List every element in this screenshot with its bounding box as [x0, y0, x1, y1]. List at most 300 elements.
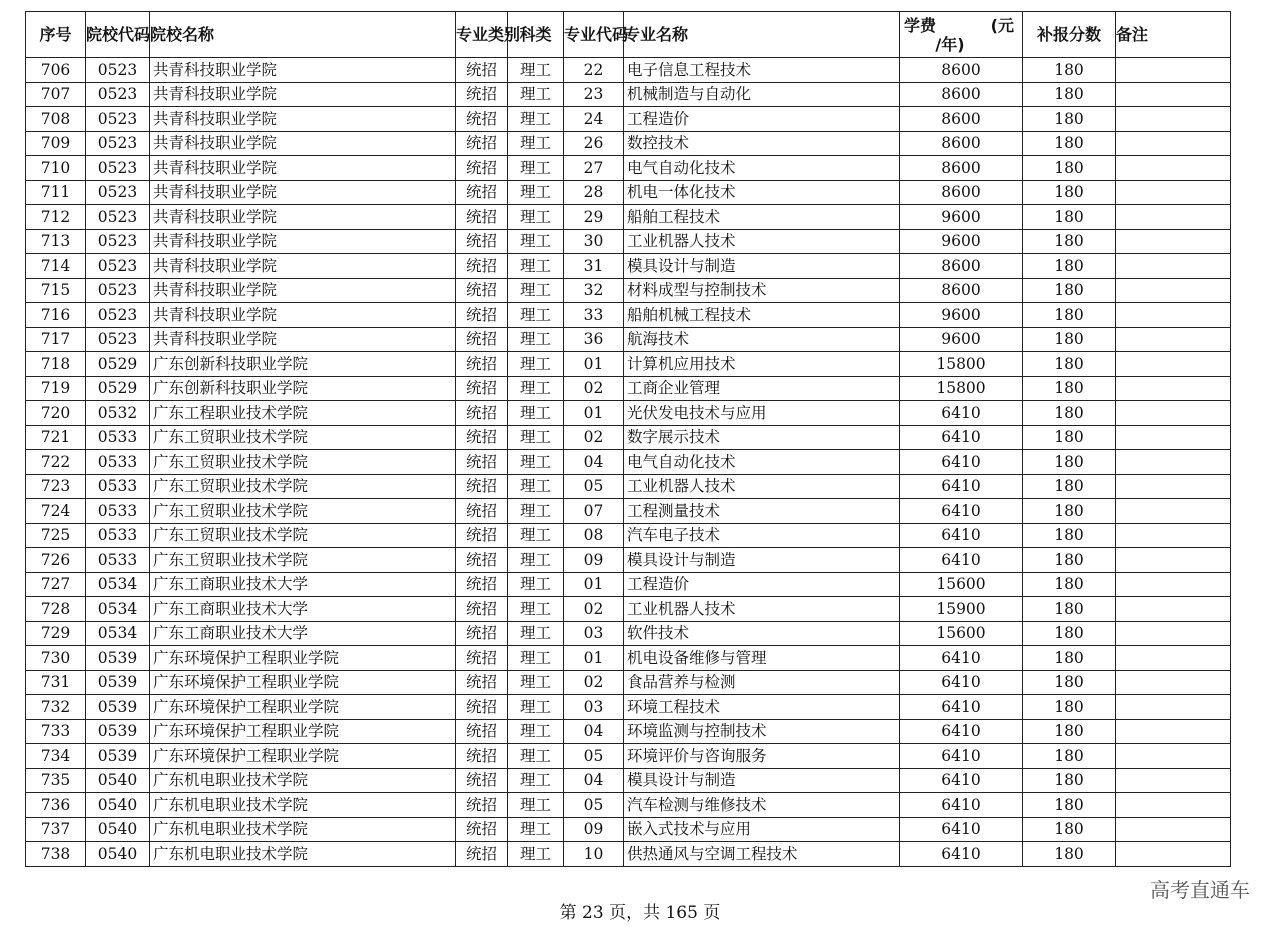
table-row: [26, 744, 1231, 769]
table-body: [26, 58, 1231, 867]
cell-major-name: 船舶机械工程技术: [624, 303, 900, 328]
cell-major-type: 统招: [456, 180, 508, 205]
cell-school-name: 共青科技职业学院: [150, 131, 456, 156]
cell-remark: [1116, 695, 1231, 720]
cell-school-name: 共青科技职业学院: [150, 303, 456, 328]
cell-fee: 6410: [900, 793, 1023, 818]
cell-major-type: 统招: [456, 719, 508, 744]
cell-seq: 706: [26, 58, 86, 83]
cell-major-name: 材料成型与控制技术: [624, 278, 900, 303]
cell-fee: 6410: [900, 719, 1023, 744]
cell-fee: 6410: [900, 817, 1023, 842]
cell-school-code: 0523: [86, 254, 150, 279]
table-row: [26, 817, 1231, 842]
cell-subject: 理工: [508, 58, 564, 83]
cell-seq: 713: [26, 229, 86, 254]
cell-fee: 9600: [900, 229, 1023, 254]
cell-major-type: 统招: [456, 646, 508, 671]
cell-fee: 6410: [900, 401, 1023, 426]
cell-major-name: 环境监测与控制技术: [624, 719, 900, 744]
cell-seq: 717: [26, 327, 86, 352]
cell-seq: 735: [26, 768, 86, 793]
cell-major-code: 01: [564, 352, 624, 377]
cell-seq: 719: [26, 376, 86, 401]
cell-fee: 6410: [900, 768, 1023, 793]
cell-score: 180: [1023, 303, 1116, 328]
cell-subject: 理工: [508, 156, 564, 181]
cell-major-code: 05: [564, 793, 624, 818]
cell-seq: 736: [26, 793, 86, 818]
cell-major-type: 统招: [456, 621, 508, 646]
header-fee: [900, 12, 1023, 58]
cell-major-name: 工程造价: [624, 572, 900, 597]
cell-remark: [1116, 156, 1231, 181]
cell-school-code: 0532: [86, 401, 150, 426]
cell-remark: [1116, 744, 1231, 769]
cell-fee: 8600: [900, 278, 1023, 303]
cell-school-code: 0540: [86, 842, 150, 867]
cell-seq: 731: [26, 670, 86, 695]
cell-remark: [1116, 352, 1231, 377]
cell-major-code: 02: [564, 425, 624, 450]
cell-school-code: 0523: [86, 58, 150, 83]
cell-score: 180: [1023, 401, 1116, 426]
cell-school-code: 0534: [86, 572, 150, 597]
table-row: [26, 842, 1231, 867]
cell-school-name: 共青科技职业学院: [150, 82, 456, 107]
cell-fee: 15900: [900, 597, 1023, 622]
cell-subject: 理工: [508, 768, 564, 793]
cell-fee: 8600: [900, 180, 1023, 205]
cell-subject: 理工: [508, 254, 564, 279]
cell-score: 180: [1023, 572, 1116, 597]
cell-major-code: 10: [564, 842, 624, 867]
cell-subject: 理工: [508, 180, 564, 205]
cell-seq: 718: [26, 352, 86, 377]
cell-subject: 理工: [508, 327, 564, 352]
cell-fee: 6410: [900, 450, 1023, 475]
cell-school-name: 广东环境保护工程职业学院: [150, 646, 456, 671]
cell-major-code: 03: [564, 695, 624, 720]
cell-seq: 734: [26, 744, 86, 769]
header-fee-unit-close: /年): [935, 34, 965, 54]
cell-major-name: 汽车电子技术: [624, 523, 900, 548]
table-row: [26, 597, 1231, 622]
table-row: [26, 156, 1231, 181]
header-subject: 科类: [508, 12, 564, 58]
cell-school-code: 0523: [86, 180, 150, 205]
cell-score: 180: [1023, 548, 1116, 573]
cell-school-name: 广东机电职业技术学院: [150, 842, 456, 867]
cell-school-code: 0533: [86, 450, 150, 475]
cell-remark: [1116, 376, 1231, 401]
cell-school-code: 0533: [86, 523, 150, 548]
cell-major-name: 数字展示技术: [624, 425, 900, 450]
cell-major-type: 统招: [456, 425, 508, 450]
cell-subject: 理工: [508, 670, 564, 695]
cell-subject: 理工: [508, 425, 564, 450]
cell-school-name: 广东机电职业技术学院: [150, 817, 456, 842]
cell-major-type: 统招: [456, 572, 508, 597]
cell-major-name: 环境工程技术: [624, 695, 900, 720]
cell-major-type: 统招: [456, 156, 508, 181]
header-seq: 序号: [26, 12, 86, 58]
cell-subject: 理工: [508, 744, 564, 769]
cell-school-name: 共青科技职业学院: [150, 229, 456, 254]
cell-remark: [1116, 327, 1231, 352]
cell-major-name: 机械制造与自动化: [624, 82, 900, 107]
cell-major-name: 电气自动化技术: [624, 450, 900, 475]
cell-remark: [1116, 180, 1231, 205]
cell-school-name: 广东工贸职业技术学院: [150, 425, 456, 450]
cell-seq: 708: [26, 107, 86, 132]
cell-school-code: 0533: [86, 474, 150, 499]
cell-school-name: 广东工商职业技术大学: [150, 597, 456, 622]
cell-remark: [1116, 842, 1231, 867]
cell-school-name: 广东工贸职业技术学院: [150, 548, 456, 573]
cell-remark: [1116, 793, 1231, 818]
cell-score: 180: [1023, 695, 1116, 720]
cell-major-type: 统招: [456, 205, 508, 230]
cell-major-name: 供热通风与空调工程技术: [624, 842, 900, 867]
cell-remark: [1116, 719, 1231, 744]
table-row: [26, 450, 1231, 475]
cell-school-code: 0523: [86, 229, 150, 254]
cell-major-type: 统招: [456, 817, 508, 842]
table-row: [26, 131, 1231, 156]
cell-major-code: 30: [564, 229, 624, 254]
cell-fee: 6410: [900, 646, 1023, 671]
cell-subject: 理工: [508, 131, 564, 156]
cell-subject: 理工: [508, 205, 564, 230]
cell-subject: 理工: [508, 303, 564, 328]
cell-seq: 723: [26, 474, 86, 499]
cell-major-type: 统招: [456, 842, 508, 867]
cell-score: 180: [1023, 793, 1116, 818]
cell-major-type: 统招: [456, 327, 508, 352]
cell-remark: [1116, 499, 1231, 524]
cell-major-type: 统招: [456, 58, 508, 83]
cell-major-name: 食品营养与检测: [624, 670, 900, 695]
cell-school-name: 广东环境保护工程职业学院: [150, 695, 456, 720]
cell-score: 180: [1023, 254, 1116, 279]
cell-subject: 理工: [508, 82, 564, 107]
cell-seq: 738: [26, 842, 86, 867]
table-row: [26, 499, 1231, 524]
cell-remark: [1116, 205, 1231, 230]
cell-fee: 6410: [900, 744, 1023, 769]
cell-major-code: 02: [564, 597, 624, 622]
header-fee-label: 学费: [904, 15, 937, 35]
cell-major-name: 环境评价与咨询服务: [624, 744, 900, 769]
cell-major-type: 统招: [456, 352, 508, 377]
cell-major-code: 31: [564, 254, 624, 279]
cell-remark: [1116, 401, 1231, 426]
cell-major-code: 26: [564, 131, 624, 156]
cell-fee: 8600: [900, 156, 1023, 181]
cell-major-name: 工程造价: [624, 107, 900, 132]
cell-major-name: 软件技术: [624, 621, 900, 646]
cell-school-name: 广东创新科技职业学院: [150, 376, 456, 401]
cell-school-code: 0533: [86, 548, 150, 573]
cell-school-name: 广东创新科技职业学院: [150, 352, 456, 377]
cell-major-type: 统招: [456, 548, 508, 573]
cell-major-name: 数控技术: [624, 131, 900, 156]
cell-score: 180: [1023, 719, 1116, 744]
cell-subject: 理工: [508, 842, 564, 867]
table-row: [26, 254, 1231, 279]
cell-school-name: 共青科技职业学院: [150, 327, 456, 352]
cell-major-name: 电气自动化技术: [624, 156, 900, 181]
cell-major-name: 计算机应用技术: [624, 352, 900, 377]
cell-score: 180: [1023, 523, 1116, 548]
cell-major-type: 统招: [456, 474, 508, 499]
cell-fee: 8600: [900, 131, 1023, 156]
cell-fee: 6410: [900, 425, 1023, 450]
cell-major-type: 统招: [456, 744, 508, 769]
cell-remark: [1116, 278, 1231, 303]
cell-major-type: 统招: [456, 793, 508, 818]
cell-school-code: 0533: [86, 499, 150, 524]
cell-subject: 理工: [508, 572, 564, 597]
cell-major-code: 03: [564, 621, 624, 646]
page-footer: 第 23 页，共 165 页: [559, 903, 721, 923]
cell-school-code: 0523: [86, 107, 150, 132]
cell-seq: 710: [26, 156, 86, 181]
table-row: [26, 58, 1231, 83]
cell-subject: 理工: [508, 450, 564, 475]
cell-subject: 理工: [508, 474, 564, 499]
cell-school-name: 共青科技职业学院: [150, 254, 456, 279]
cell-major-type: 统招: [456, 131, 508, 156]
cell-major-code: 33: [564, 303, 624, 328]
cell-subject: 理工: [508, 695, 564, 720]
cell-major-code: 32: [564, 278, 624, 303]
cell-school-name: 共青科技职业学院: [150, 156, 456, 181]
cell-fee: 9600: [900, 205, 1023, 230]
cell-score: 180: [1023, 376, 1116, 401]
cell-score: 180: [1023, 156, 1116, 181]
cell-score: 180: [1023, 425, 1116, 450]
cell-subject: 理工: [508, 352, 564, 377]
cell-school-code: 0540: [86, 817, 150, 842]
cell-major-code: 22: [564, 58, 624, 83]
cell-major-code: 02: [564, 670, 624, 695]
cell-major-type: 统招: [456, 376, 508, 401]
cell-school-code: 0523: [86, 156, 150, 181]
table-row: [26, 646, 1231, 671]
cell-fee: 15800: [900, 352, 1023, 377]
cell-major-code: 01: [564, 646, 624, 671]
cell-score: 180: [1023, 817, 1116, 842]
cell-fee: 6410: [900, 474, 1023, 499]
cell-remark: [1116, 58, 1231, 83]
table-row: [26, 793, 1231, 818]
cell-score: 180: [1023, 82, 1116, 107]
cell-seq: 715: [26, 278, 86, 303]
cell-major-code: 36: [564, 327, 624, 352]
cell-major-code: 04: [564, 768, 624, 793]
cell-school-name: 广东环境保护工程职业学院: [150, 670, 456, 695]
cell-major-type: 统招: [456, 82, 508, 107]
cell-fee: 9600: [900, 327, 1023, 352]
cell-major-name: 工业机器人技术: [624, 597, 900, 622]
cell-remark: [1116, 82, 1231, 107]
cell-major-name: 汽车检测与维修技术: [624, 793, 900, 818]
cell-seq: 728: [26, 597, 86, 622]
table-row: [26, 229, 1231, 254]
cell-major-name: 工业机器人技术: [624, 229, 900, 254]
cell-fee: 6410: [900, 842, 1023, 867]
cell-major-name: 船舶工程技术: [624, 205, 900, 230]
cell-school-code: 0539: [86, 670, 150, 695]
cell-major-type: 统招: [456, 499, 508, 524]
cell-school-code: 0534: [86, 621, 150, 646]
cell-subject: 理工: [508, 376, 564, 401]
table-row: [26, 180, 1231, 205]
cell-fee: 15800: [900, 376, 1023, 401]
cell-seq: 726: [26, 548, 86, 573]
cell-school-code: 0539: [86, 695, 150, 720]
cell-subject: 理工: [508, 229, 564, 254]
cell-remark: [1116, 817, 1231, 842]
cell-seq: 725: [26, 523, 86, 548]
cell-school-name: 广东机电职业技术学院: [150, 793, 456, 818]
table-row: [26, 82, 1231, 107]
cell-school-name: 广东环境保护工程职业学院: [150, 744, 456, 769]
cell-remark: [1116, 229, 1231, 254]
table-row: [26, 670, 1231, 695]
cell-school-name: 共青科技职业学院: [150, 180, 456, 205]
table-row: [26, 768, 1231, 793]
header-school-name: 院校名称: [150, 12, 456, 58]
cell-remark: [1116, 474, 1231, 499]
table-row: [26, 401, 1231, 426]
cell-subject: 理工: [508, 793, 564, 818]
cell-school-code: 0533: [86, 425, 150, 450]
cell-major-type: 统招: [456, 523, 508, 548]
cell-subject: 理工: [508, 499, 564, 524]
cell-school-code: 0529: [86, 352, 150, 377]
cell-score: 180: [1023, 597, 1116, 622]
cell-major-name: 电子信息工程技术: [624, 58, 900, 83]
cell-fee: 8600: [900, 58, 1023, 83]
cell-major-name: 工商企业管理: [624, 376, 900, 401]
table-row: [26, 523, 1231, 548]
cell-school-code: 0539: [86, 719, 150, 744]
cell-remark: [1116, 646, 1231, 671]
cell-major-code: 04: [564, 450, 624, 475]
cell-score: 180: [1023, 352, 1116, 377]
cell-school-code: 0523: [86, 278, 150, 303]
cell-major-name: 工业机器人技术: [624, 474, 900, 499]
cell-school-name: 共青科技职业学院: [150, 107, 456, 132]
cell-seq: 730: [26, 646, 86, 671]
cell-fee: 9600: [900, 303, 1023, 328]
cell-remark: [1116, 107, 1231, 132]
cell-subject: 理工: [508, 621, 564, 646]
cell-seq: 724: [26, 499, 86, 524]
cell-score: 180: [1023, 450, 1116, 475]
cell-subject: 理工: [508, 548, 564, 573]
cell-score: 180: [1023, 327, 1116, 352]
cell-major-type: 统招: [456, 107, 508, 132]
cell-school-name: 广东工贸职业技术学院: [150, 523, 456, 548]
cell-school-code: 0540: [86, 768, 150, 793]
table-row: [26, 107, 1231, 132]
cell-fee: 15600: [900, 572, 1023, 597]
cell-fee: 6410: [900, 695, 1023, 720]
table-row: [26, 572, 1231, 597]
cell-seq: 729: [26, 621, 86, 646]
cell-major-code: 01: [564, 572, 624, 597]
cell-score: 180: [1023, 499, 1116, 524]
cell-score: 180: [1023, 229, 1116, 254]
header-school-code: 院校代码: [86, 12, 150, 58]
table-row: [26, 352, 1231, 377]
cell-subject: 理工: [508, 719, 564, 744]
header-fee-unit-open: (元: [990, 15, 1014, 35]
cell-major-name: 光伏发电技术与应用: [624, 401, 900, 426]
cell-seq: 732: [26, 695, 86, 720]
cell-seq: 721: [26, 425, 86, 450]
cell-score: 180: [1023, 180, 1116, 205]
cell-school-name: 广东环境保护工程职业学院: [150, 719, 456, 744]
cell-fee: 6410: [900, 523, 1023, 548]
cell-seq: 711: [26, 180, 86, 205]
cell-major-type: 统招: [456, 303, 508, 328]
header-major-type: 专业类别: [456, 12, 508, 58]
cell-school-name: 广东工商职业技术大学: [150, 621, 456, 646]
cell-remark: [1116, 523, 1231, 548]
cell-major-code: 09: [564, 817, 624, 842]
cell-remark: [1116, 572, 1231, 597]
cell-seq: 714: [26, 254, 86, 279]
table-row: [26, 327, 1231, 352]
cell-fee: 6410: [900, 499, 1023, 524]
header-score: 补报分数: [1023, 12, 1116, 58]
cell-school-name: 广东工商职业技术大学: [150, 572, 456, 597]
cell-subject: 理工: [508, 646, 564, 671]
cell-seq: 707: [26, 82, 86, 107]
cell-major-name: 工程测量技术: [624, 499, 900, 524]
cell-score: 180: [1023, 107, 1116, 132]
cell-major-code: 28: [564, 180, 624, 205]
cell-remark: [1116, 131, 1231, 156]
cell-subject: 理工: [508, 817, 564, 842]
watermark-text: 高考直通车: [1150, 878, 1250, 902]
cell-school-code: 0534: [86, 597, 150, 622]
cell-school-name: 广东工贸职业技术学院: [150, 499, 456, 524]
table-row: [26, 548, 1231, 573]
cell-seq: 737: [26, 817, 86, 842]
cell-major-type: 统招: [456, 278, 508, 303]
cell-major-code: 23: [564, 82, 624, 107]
cell-major-type: 统招: [456, 254, 508, 279]
cell-school-name: 广东工贸职业技术学院: [150, 450, 456, 475]
cell-score: 180: [1023, 744, 1116, 769]
cell-major-type: 统招: [456, 401, 508, 426]
cell-remark: [1116, 621, 1231, 646]
cell-remark: [1116, 768, 1231, 793]
cell-major-name: 模具设计与制造: [624, 768, 900, 793]
cell-seq: 709: [26, 131, 86, 156]
cell-score: 180: [1023, 646, 1116, 671]
cell-remark: [1116, 548, 1231, 573]
header-major-name: 专业名称: [624, 12, 900, 58]
cell-major-name: 航海技术: [624, 327, 900, 352]
cell-major-name: 嵌入式技术与应用: [624, 817, 900, 842]
